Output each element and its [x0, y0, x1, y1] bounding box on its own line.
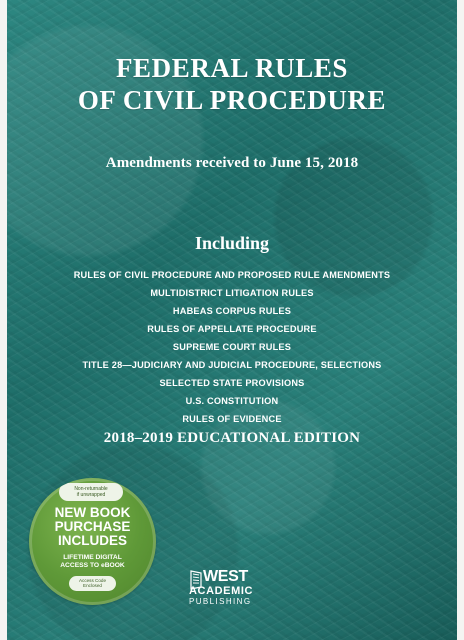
included-content-item: SELECTED STATE PROVISIONS [159, 378, 305, 388]
badge-main-line-1: NEW BOOK [54, 505, 131, 520]
publisher-line-1: WEST [203, 568, 249, 585]
west-academic-logo [189, 568, 283, 614]
badge-main-text [29, 506, 156, 548]
amendments-date: Amendments received to June 15, 2018 [105, 155, 359, 171]
including-heading: Including [194, 233, 270, 253]
new-book-purchase-badge [29, 478, 156, 605]
included-content-item: RULES OF EVIDENCE [182, 414, 282, 424]
publisher-line-3: PUBLISHING [189, 597, 252, 606]
included-content-item: U.S. CONSTITUTION [185, 396, 279, 406]
publisher-line-2: ACADEMIC [189, 585, 254, 597]
badge-top-note-line-2: if unwrapped [76, 492, 106, 498]
included-contents-list [7, 266, 457, 428]
badge-bottom-note [69, 576, 116, 591]
included-content-item: MULTIDISTRICT LITIGATION RULES [150, 288, 314, 298]
included-content-item: TITLE 28—JUDICIARY AND JUDICIAL PROCEDURE, SELECTIONS [82, 360, 382, 370]
badge-main-line-2: PURCHASE [54, 519, 131, 534]
badge-access-text [29, 554, 156, 570]
book-title-line-2: OF CIVIL PROCEDURE [77, 85, 387, 115]
badge-top-note [59, 483, 123, 501]
book-title [7, 52, 457, 116]
book-title-line-1: FEDERAL RULES [115, 53, 349, 83]
badge-main-line-3: INCLUDES [57, 533, 127, 548]
badge-bottom-note-line-1: Access Code [78, 578, 107, 583]
included-content-item: RULES OF CIVIL PROCEDURE AND PROPOSED RULE AMENDMENTS [73, 270, 391, 280]
badge-bottom-note-line-2: Enclosed [83, 583, 102, 588]
included-content-item: SUPREME COURT RULES [172, 342, 292, 352]
badge-top-note-line-1: Non-returnable [74, 486, 108, 492]
badge-sub-line-1: LIFETIME DIGITAL [63, 554, 122, 561]
edition-label: 2018–2019 EDUCATIONAL EDITION [103, 430, 361, 446]
included-content-item: HABEAS CORPUS RULES [172, 306, 292, 316]
badge-sub-line-2: ACCESS TO eBOOK [60, 562, 125, 569]
included-content-item: RULES OF APPELLATE PROCEDURE [147, 324, 317, 334]
